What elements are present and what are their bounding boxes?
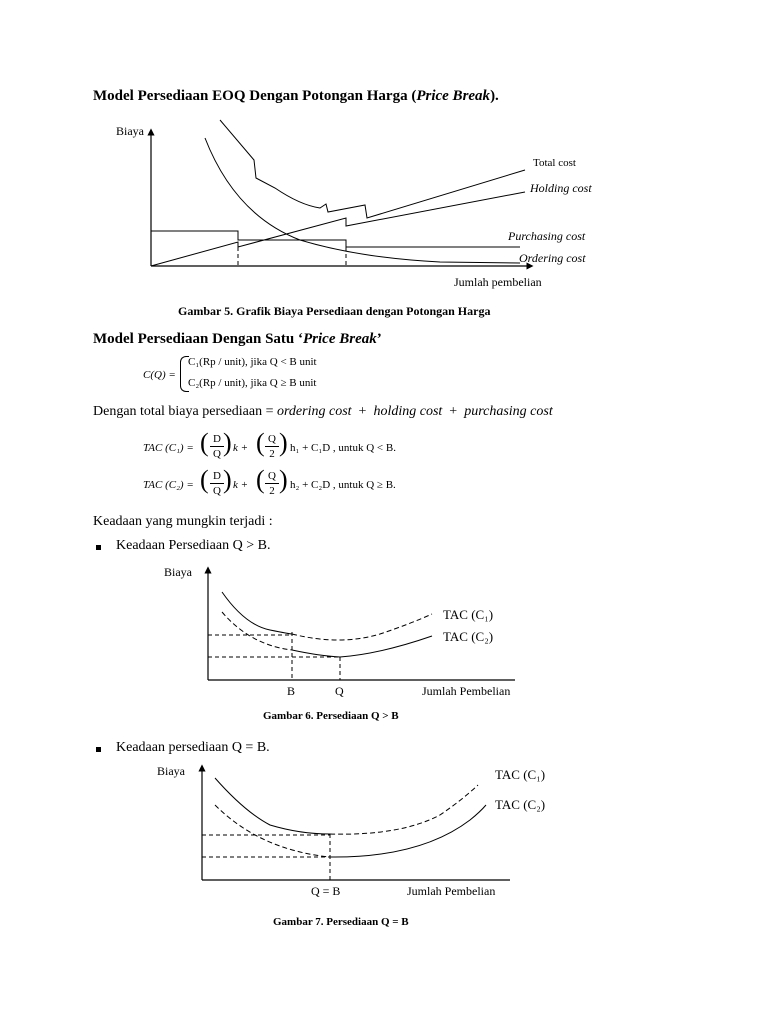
fig6-ylabel: Biaya [164,565,192,579]
fig6-tac-c2-dashed [222,612,292,650]
fig6-tac-c1-solid [222,592,292,634]
bullet-case-1 [96,545,101,550]
tac2-rest: h₂ + C₂D , untuk Q ≥ B. [290,479,396,491]
cq-row-1: C₁(Rp / unit), jika Q < B unit [188,356,317,368]
fig7-tac-c1-solid [215,778,330,834]
tac2-k: k + [233,479,249,491]
tac2-paren-close-2: ) [279,465,288,494]
fig6-xlabel: Jumlah Pembelian [422,684,511,698]
fig5-purchasing-cost-step [151,231,520,247]
fig6-label-tac-c1: TAC (C₁) [443,607,494,622]
tac1-paren-close-1: ) [223,428,232,457]
tac1-frac-d-q: D Q [210,433,224,460]
tac2-frac-d-q: D Q [210,470,224,497]
fig7-label-tac-c1: TAC (C₁) [495,767,546,782]
fig7-tac-c1-dashed [330,785,478,834]
total-cost-sentence: Dengan total biaya persediaan = ordering cost + holding cost + purchasing cost [93,404,553,419]
tac1-k: k + [233,442,249,454]
fig5-caption: Gambar 5. Grafik Biaya Persediaan dengan Potongan Harga [178,304,491,318]
fig5-label-purchasing-cost: Purchasing cost [508,229,586,243]
fig7-label-tac-c2: TAC (C₂) [495,797,546,812]
fig6-caption: Gambar 6. Persediaan Q > B [263,710,399,722]
tac1-paren-open-1: ( [200,428,209,457]
tac2-paren-open-2: ( [256,465,265,494]
tac2-lhs: TAC (C₂) = [143,479,194,491]
fig7-tac-c2-dashed [215,805,330,857]
fig6-tac-c1-dashed [292,614,432,640]
tac1-frac-q-2: Q 2 [265,433,279,460]
fig5-xlabel: Jumlah pembelian [454,275,542,289]
cq-lhs: C(Q) = [143,369,176,381]
fig6-tac-c2-solid [292,636,432,657]
fig6-label-tac-c2: TAC (C₂) [443,629,494,644]
fig5-label-holding-cost: Holding cost [530,181,592,195]
fig5-total-cost-curve [220,120,525,218]
fig7-ylabel: Biaya [157,764,185,778]
fig6-label-b: B [287,684,296,698]
tac2-frac-q-2: Q 2 [265,470,279,497]
fig7-caption: Gambar 7. Persediaan Q = B [273,916,409,928]
tac1-paren-open-2: ( [256,428,265,457]
tac1-rest: h₁ + C₁D , untuk Q < B. [290,442,396,454]
fig7-label-qb: Q = B [311,884,341,898]
fig6-label-q: Q [335,684,344,698]
tac2-paren-close-1: ) [223,465,232,494]
bullet-case-2 [96,747,101,752]
section-title-eoq-price-break: Model Persediaan EOQ Dengan Potongan Harga (Price Break). [93,88,499,104]
fig5-label-total-cost: Total cost [533,157,576,169]
cq-row-2: C₂(Rp / unit), jika Q ≥ B unit [188,377,317,389]
case1-bullet-text: Keadaan Persediaan Q > B. [116,538,271,553]
fig5-ordering-cost-curve [205,138,520,263]
fig7-xlabel: Jumlah Pembelian [407,884,496,898]
fig7-tac-c2-solid [330,805,486,857]
section-title-one-price-break: Model Persediaan Dengan Satu ‘Price Break’ [93,331,382,347]
states-intro: Keadaan yang mungkin terjadi : [93,514,273,529]
fig5-label-ordering-cost: Ordering cost [519,251,586,265]
tac1-lhs: TAC (C₁) = [143,442,194,454]
fig5-ylabel: Biaya [116,124,144,138]
fig5-holding-cost-line [151,192,525,266]
tac2-paren-open-1: ( [200,465,209,494]
case2-bullet-text: Keadaan persediaan Q = B. [116,740,270,755]
tac1-paren-close-2: ) [279,428,288,457]
